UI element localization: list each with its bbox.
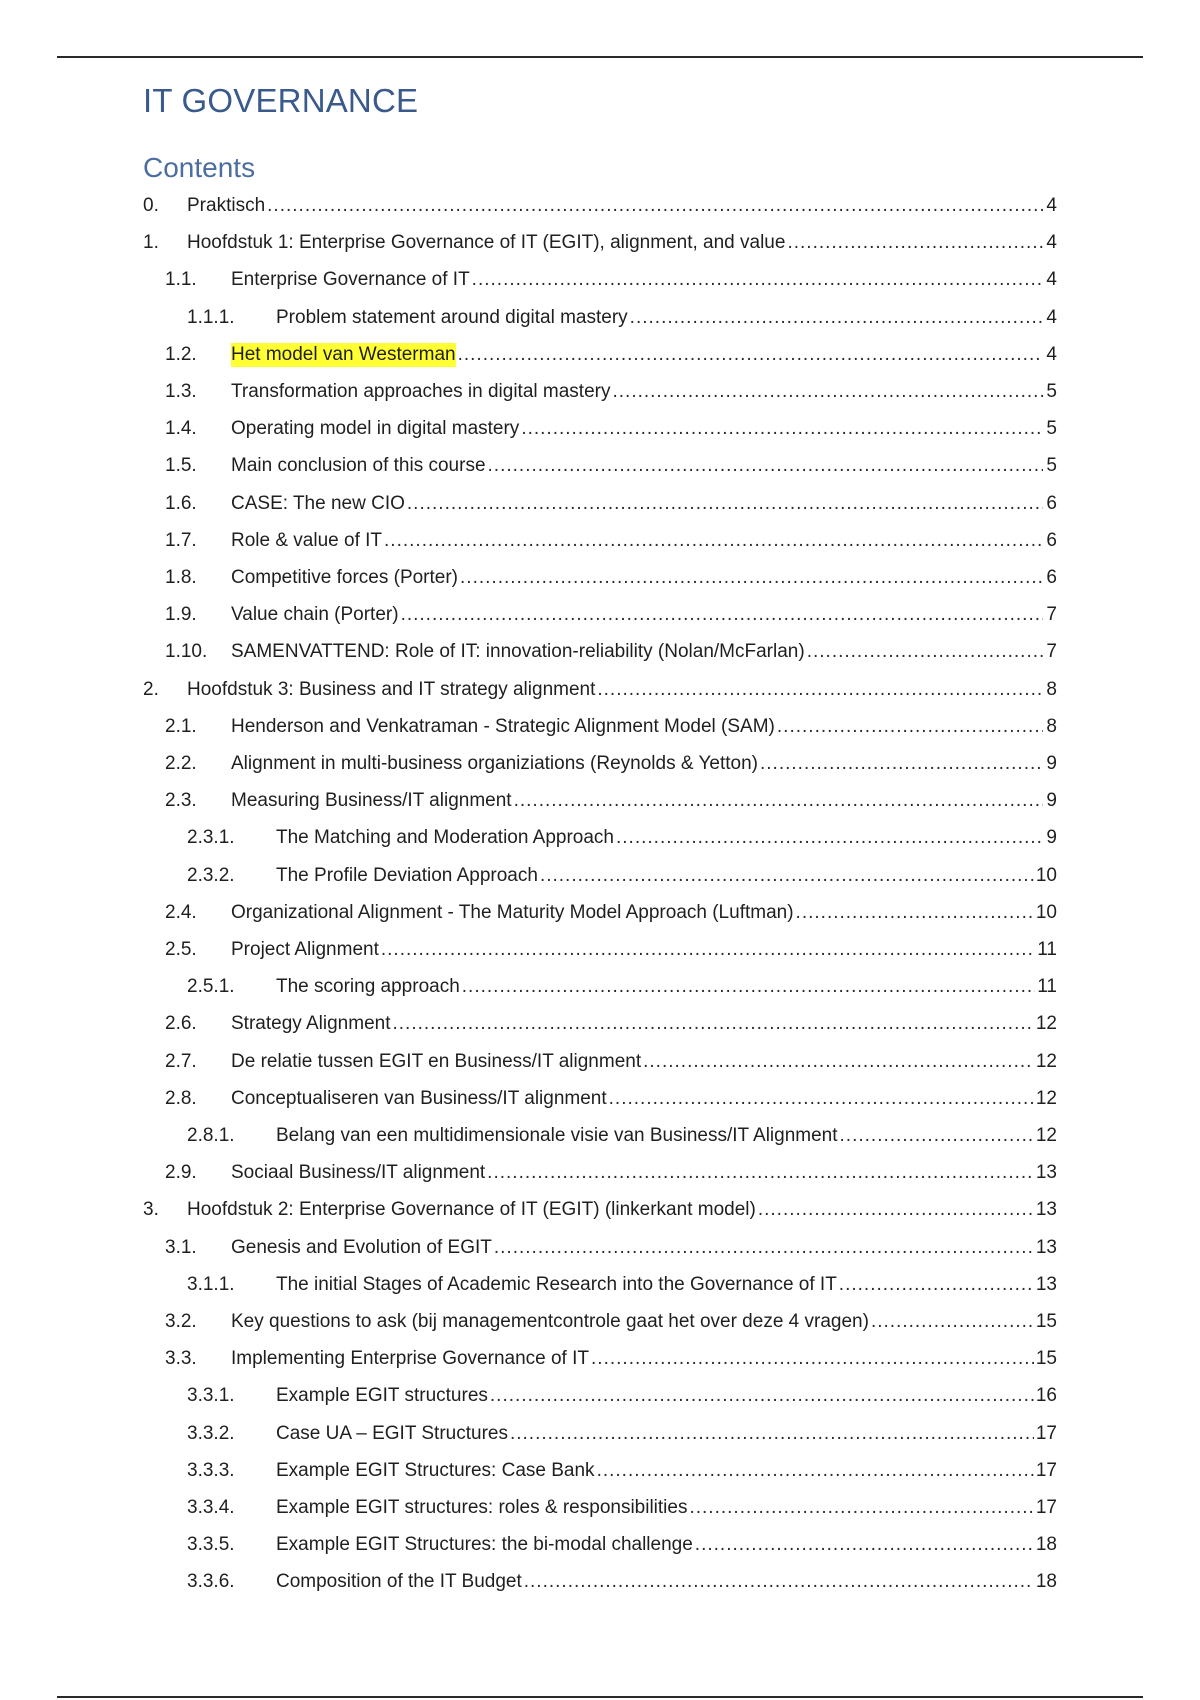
toc-entry[interactable] bbox=[187, 826, 1057, 850]
contents-heading: Contents bbox=[143, 152, 256, 183]
toc-entry-page-number: 9 bbox=[1046, 790, 1057, 812]
toc-entry-page-number: 8 bbox=[1046, 678, 1057, 700]
toc-entry-page-number: 10 bbox=[1035, 864, 1057, 886]
toc-entry[interactable] bbox=[165, 417, 1057, 441]
toc-entry[interactable] bbox=[187, 1533, 1057, 1557]
toc-entry[interactable] bbox=[165, 380, 1057, 404]
toc-entry-number: 1.5. bbox=[165, 455, 197, 477]
toc-entry-number: 1.1. bbox=[165, 269, 197, 291]
toc-dot-leader bbox=[643, 1050, 1034, 1074]
toc-entry-title: Case UA – EGIT Structures bbox=[276, 1422, 508, 1444]
footer-rule bbox=[57, 1696, 1143, 1698]
toc-entry[interactable] bbox=[187, 1570, 1057, 1594]
toc-entry-number: 3.3. bbox=[165, 1348, 197, 1370]
toc-entry[interactable] bbox=[165, 640, 1057, 664]
toc-dot-leader bbox=[392, 1012, 1033, 1036]
toc-dot-leader bbox=[630, 306, 1043, 330]
toc-entry[interactable] bbox=[143, 194, 1057, 218]
toc-entry[interactable] bbox=[165, 1012, 1057, 1036]
toc-entry-title: Key questions to ask (bij managementcontrole gaat het over deze 4 vragen) bbox=[231, 1311, 869, 1332]
toc-entry-title: Value chain (Porter) bbox=[231, 604, 399, 626]
toc-dot-leader bbox=[612, 380, 1043, 404]
toc-entry-number: 1.6. bbox=[165, 492, 197, 514]
toc-entry[interactable] bbox=[165, 715, 1057, 739]
toc-entry-number: 2.6. bbox=[165, 1013, 197, 1035]
toc-dot-leader bbox=[462, 975, 1035, 999]
toc-entry-number: 2.2. bbox=[165, 753, 197, 774]
toc-dot-leader bbox=[760, 752, 1043, 776]
toc-entry[interactable] bbox=[165, 938, 1057, 962]
toc-entry-page-number: 4 bbox=[1046, 232, 1057, 254]
toc-entry-page-number: 8 bbox=[1046, 715, 1057, 737]
toc-entry-number: 3.3.5. bbox=[187, 1534, 235, 1556]
toc-entry[interactable] bbox=[187, 1273, 1057, 1297]
toc-entry-number: 3.1.1. bbox=[187, 1273, 235, 1295]
toc-entry[interactable] bbox=[165, 343, 1057, 367]
toc-entry-title: Belang van een multidimensionale visie van Business/IT Alignment bbox=[276, 1125, 838, 1146]
toc-dot-leader bbox=[472, 268, 1043, 292]
toc-entry-number: 2.3.1. bbox=[187, 827, 235, 849]
document-title: IT GOVERNANCE bbox=[143, 82, 419, 119]
toc-entry[interactable] bbox=[165, 752, 1057, 776]
toc-entry-number: 1.7. bbox=[165, 529, 197, 551]
toc-entry-title: Measuring Business/IT alignment bbox=[231, 790, 512, 812]
toc-entry-title: The Matching and Moderation Approach bbox=[276, 827, 614, 849]
toc-entry-title: Role & value of IT bbox=[231, 529, 383, 551]
toc-entry-number: 2.9. bbox=[165, 1162, 197, 1184]
toc-dot-leader bbox=[510, 1422, 1034, 1446]
toc-entry-page-number: 6 bbox=[1046, 529, 1057, 551]
toc-entry-title: The initial Stages of Academic Research into the Governance of IT bbox=[276, 1273, 837, 1295]
toc-entry-page-number: 12 bbox=[1035, 1087, 1057, 1109]
toc-entry-page-number: 17 bbox=[1035, 1459, 1057, 1481]
toc-dot-leader bbox=[267, 194, 1043, 218]
toc-dot-leader bbox=[777, 715, 1043, 739]
toc-entry-page-number: 13 bbox=[1035, 1199, 1057, 1221]
toc-entry[interactable] bbox=[165, 454, 1057, 478]
toc-entry-number: 1.4. bbox=[165, 418, 197, 440]
toc-entry[interactable] bbox=[143, 231, 1057, 255]
toc-entry-number: 2.5. bbox=[165, 939, 197, 960]
toc-entry-number: 0. bbox=[143, 195, 159, 216]
toc-dot-leader bbox=[407, 492, 1043, 516]
toc-entry-page-number: 18 bbox=[1035, 1534, 1057, 1556]
toc-entry[interactable] bbox=[187, 306, 1057, 330]
toc-entry-number: 2.3.2. bbox=[187, 864, 235, 886]
toc-entry-number: 2.8.1. bbox=[187, 1125, 235, 1146]
toc-entry[interactable] bbox=[187, 1384, 1057, 1408]
toc-entry-page-number: 7 bbox=[1046, 641, 1057, 663]
toc-entry-title: The Profile Deviation Approach bbox=[276, 864, 538, 886]
toc-entry-title: Competitive forces (Porter) bbox=[231, 567, 459, 588]
toc-entry-page-number: 7 bbox=[1046, 604, 1057, 626]
toc-entry-number: 2.8. bbox=[165, 1087, 197, 1109]
toc-entry-number: 2. bbox=[143, 678, 159, 700]
toc-entry-page-number: 4 bbox=[1046, 306, 1057, 328]
toc-entry-title: SAMENVATTEND: Role of IT: innovation-reliability (Nolan/McFarlan) bbox=[231, 641, 805, 663]
toc-entry-title: Organizational Alignment - The Maturity Model Approach (Luftman) bbox=[231, 901, 794, 923]
toc-entry[interactable] bbox=[165, 1087, 1057, 1111]
toc-entry-number: 1.8. bbox=[165, 567, 197, 588]
toc-entry-number: 3.3.1. bbox=[187, 1385, 235, 1407]
toc-entry-page-number: 5 bbox=[1046, 418, 1057, 440]
toc-entry-page-number: 12 bbox=[1035, 1013, 1057, 1035]
toc-entry-page-number: 4 bbox=[1046, 195, 1057, 216]
toc-entry-number: 3. bbox=[143, 1199, 159, 1221]
toc-dot-leader bbox=[514, 789, 1043, 813]
toc-entry-number: 3.2. bbox=[165, 1311, 197, 1332]
toc-entry[interactable] bbox=[165, 566, 1057, 590]
toc-entry-title: Main conclusion of this course bbox=[231, 455, 486, 477]
toc-dot-leader bbox=[384, 529, 1043, 553]
toc-entry-number: 2.7. bbox=[165, 1050, 197, 1072]
toc-entry[interactable] bbox=[165, 1236, 1057, 1260]
toc-dot-leader bbox=[458, 343, 1043, 367]
toc-entry-number: 2.4. bbox=[165, 901, 197, 923]
toc-dot-leader bbox=[597, 678, 1043, 702]
toc-entry-page-number: 4 bbox=[1046, 343, 1057, 365]
toc-entry-title: The scoring approach bbox=[276, 976, 460, 998]
toc-entry-page-number: 12 bbox=[1035, 1125, 1057, 1146]
toc-dot-leader bbox=[807, 640, 1043, 664]
toc-entry[interactable] bbox=[165, 1310, 1057, 1334]
toc-dot-leader bbox=[381, 938, 1035, 962]
toc-dot-leader bbox=[524, 1570, 1034, 1594]
toc-dot-leader bbox=[597, 1459, 1034, 1483]
toc-entry-title: Transformation approaches in digital mastery bbox=[231, 381, 611, 402]
toc-entry-number: 3.3.4. bbox=[187, 1497, 235, 1518]
toc-entry-title: Hoofdstuk 3: Business and IT strategy alignment bbox=[187, 678, 596, 700]
toc-entry-page-number: 5 bbox=[1046, 455, 1057, 477]
toc-dot-leader bbox=[695, 1533, 1034, 1557]
toc-dot-leader bbox=[758, 1198, 1034, 1222]
toc-entry[interactable] bbox=[165, 529, 1057, 553]
toc-entry[interactable] bbox=[165, 1347, 1057, 1371]
toc-dot-leader bbox=[521, 417, 1043, 441]
toc-dot-leader bbox=[689, 1496, 1033, 1520]
toc-dot-leader bbox=[840, 1124, 1034, 1148]
toc-entry-title: Operating model in digital mastery bbox=[231, 418, 520, 440]
toc-entry-number: 1.3. bbox=[165, 381, 197, 402]
toc-entry[interactable] bbox=[143, 678, 1057, 702]
toc-entry[interactable] bbox=[187, 1422, 1057, 1446]
toc-entry-title: Example EGIT Structures: the bi-modal challenge bbox=[276, 1534, 693, 1556]
toc-entry-title: Implementing Enterprise Governance of IT bbox=[231, 1348, 590, 1370]
toc-entry-number: 1.10. bbox=[165, 641, 208, 663]
toc-entry-page-number: 17 bbox=[1035, 1422, 1057, 1444]
toc-entry-number: 2.3. bbox=[165, 790, 197, 812]
toc-dot-leader bbox=[871, 1310, 1034, 1334]
toc-entry[interactable] bbox=[165, 603, 1057, 627]
toc-dot-leader bbox=[616, 826, 1043, 850]
toc-entry-page-number: 15 bbox=[1035, 1348, 1057, 1370]
toc-dot-leader bbox=[460, 566, 1043, 590]
toc-entry[interactable] bbox=[187, 975, 1057, 999]
toc-entry-title: Sociaal Business/IT alignment bbox=[231, 1162, 486, 1184]
toc-dot-leader bbox=[490, 1384, 1034, 1408]
toc-entry[interactable] bbox=[187, 1124, 1057, 1148]
toc-entry[interactable] bbox=[187, 1496, 1057, 1520]
toc-entry-page-number: 6 bbox=[1046, 492, 1057, 514]
toc-dot-leader bbox=[609, 1087, 1034, 1111]
toc-entry-title: Strategy Alignment bbox=[231, 1013, 391, 1035]
toc-entry-page-number: 9 bbox=[1046, 827, 1057, 849]
toc-entry-number: 2.5.1. bbox=[187, 976, 235, 998]
toc-entry-number: 3.3.3. bbox=[187, 1459, 235, 1481]
toc-entry-title: Example EGIT structures bbox=[276, 1385, 488, 1407]
toc-entry-page-number: 5 bbox=[1046, 381, 1057, 402]
toc-dot-leader bbox=[839, 1273, 1034, 1297]
toc-entry-number: 1. bbox=[143, 232, 159, 254]
toc-entry-page-number: 6 bbox=[1046, 567, 1057, 588]
toc-entry-title: Project Alignment bbox=[231, 939, 379, 960]
toc-entry-title: Example EGIT structures: roles & responsibilities bbox=[276, 1497, 688, 1518]
toc-entry-title: Hoofdstuk 1: Enterprise Governance of IT (EGIT), alignment, and value bbox=[187, 232, 786, 254]
toc-dot-leader bbox=[591, 1347, 1034, 1371]
toc-entry-title-highlighted: Het model van Westerman bbox=[231, 343, 456, 365]
toc-entry[interactable] bbox=[187, 1459, 1057, 1483]
toc-entry-number: 3.3.6. bbox=[187, 1571, 235, 1593]
toc-entry-page-number: 13 bbox=[1035, 1162, 1057, 1184]
toc-entry-page-number: 18 bbox=[1035, 1571, 1057, 1593]
toc-entry-number: 3.1. bbox=[165, 1236, 197, 1258]
toc-entry-title: Henderson and Venkatraman - Strategic Alignment Model (SAM) bbox=[231, 715, 775, 737]
toc-entry[interactable] bbox=[187, 864, 1057, 888]
toc-entry-title: De relatie tussen EGIT en Business/IT alignment bbox=[231, 1050, 642, 1072]
toc-entry-number: 2.1. bbox=[165, 715, 197, 737]
toc-entry-page-number: 12 bbox=[1035, 1050, 1057, 1072]
toc-dot-leader bbox=[494, 1236, 1034, 1260]
toc-entry-title: Problem statement around digital mastery bbox=[276, 306, 628, 328]
toc-entry-number: 1.2. bbox=[165, 343, 197, 365]
toc-dot-leader bbox=[487, 1161, 1034, 1185]
toc-entry[interactable] bbox=[165, 789, 1057, 813]
toc-entry-title: Alignment in multi-business organiziations (Reynolds & Yetton) bbox=[231, 753, 758, 774]
toc-entry-number: 1.9. bbox=[165, 604, 197, 626]
toc-entry-page-number: 10 bbox=[1035, 901, 1057, 923]
toc-entry-page-number: 9 bbox=[1046, 753, 1057, 774]
toc-entry-page-number: 17 bbox=[1035, 1497, 1057, 1518]
toc-entry[interactable] bbox=[165, 492, 1057, 516]
toc-entry-title: Praktisch bbox=[187, 195, 266, 216]
toc-dot-leader bbox=[787, 231, 1043, 255]
toc-entry-title: Composition of the IT Budget bbox=[276, 1571, 522, 1593]
toc-entry-title: Conceptualiseren van Business/IT alignment bbox=[231, 1087, 607, 1109]
toc-dot-leader bbox=[540, 864, 1034, 888]
toc-entry-page-number: 11 bbox=[1037, 976, 1057, 998]
toc-entry-title: Genesis and Evolution of EGIT bbox=[231, 1236, 492, 1258]
toc-entry-page-number: 15 bbox=[1035, 1311, 1057, 1332]
toc-entry-title: Hoofdstuk 2: Enterprise Governance of IT (EGIT) (linkerkant model) bbox=[187, 1199, 756, 1221]
toc-entry-page-number: 11 bbox=[1037, 939, 1057, 960]
toc-entry-title: Example EGIT Structures: Case Bank bbox=[276, 1459, 595, 1481]
toc-dot-leader bbox=[488, 454, 1043, 478]
toc-entry[interactable] bbox=[165, 1161, 1057, 1185]
toc-entry[interactable] bbox=[165, 901, 1057, 925]
toc-entry-page-number: 13 bbox=[1035, 1273, 1057, 1295]
toc-entry[interactable] bbox=[165, 268, 1057, 292]
toc-entry-number: 3.3.2. bbox=[187, 1422, 235, 1444]
toc-entry[interactable] bbox=[165, 1050, 1057, 1074]
toc-entry-page-number: 4 bbox=[1046, 269, 1057, 291]
toc-entry-page-number: 13 bbox=[1035, 1236, 1057, 1258]
toc-entry[interactable] bbox=[143, 1198, 1057, 1222]
toc-entry-page-number: 16 bbox=[1035, 1385, 1057, 1407]
toc-entry-title: Enterprise Governance of IT bbox=[231, 269, 470, 291]
toc-dot-leader bbox=[401, 603, 1043, 627]
toc-dot-leader bbox=[796, 901, 1034, 925]
toc-entry-title: CASE: The new CIO bbox=[231, 492, 405, 514]
toc-entry-number: 1.1.1. bbox=[187, 306, 235, 328]
